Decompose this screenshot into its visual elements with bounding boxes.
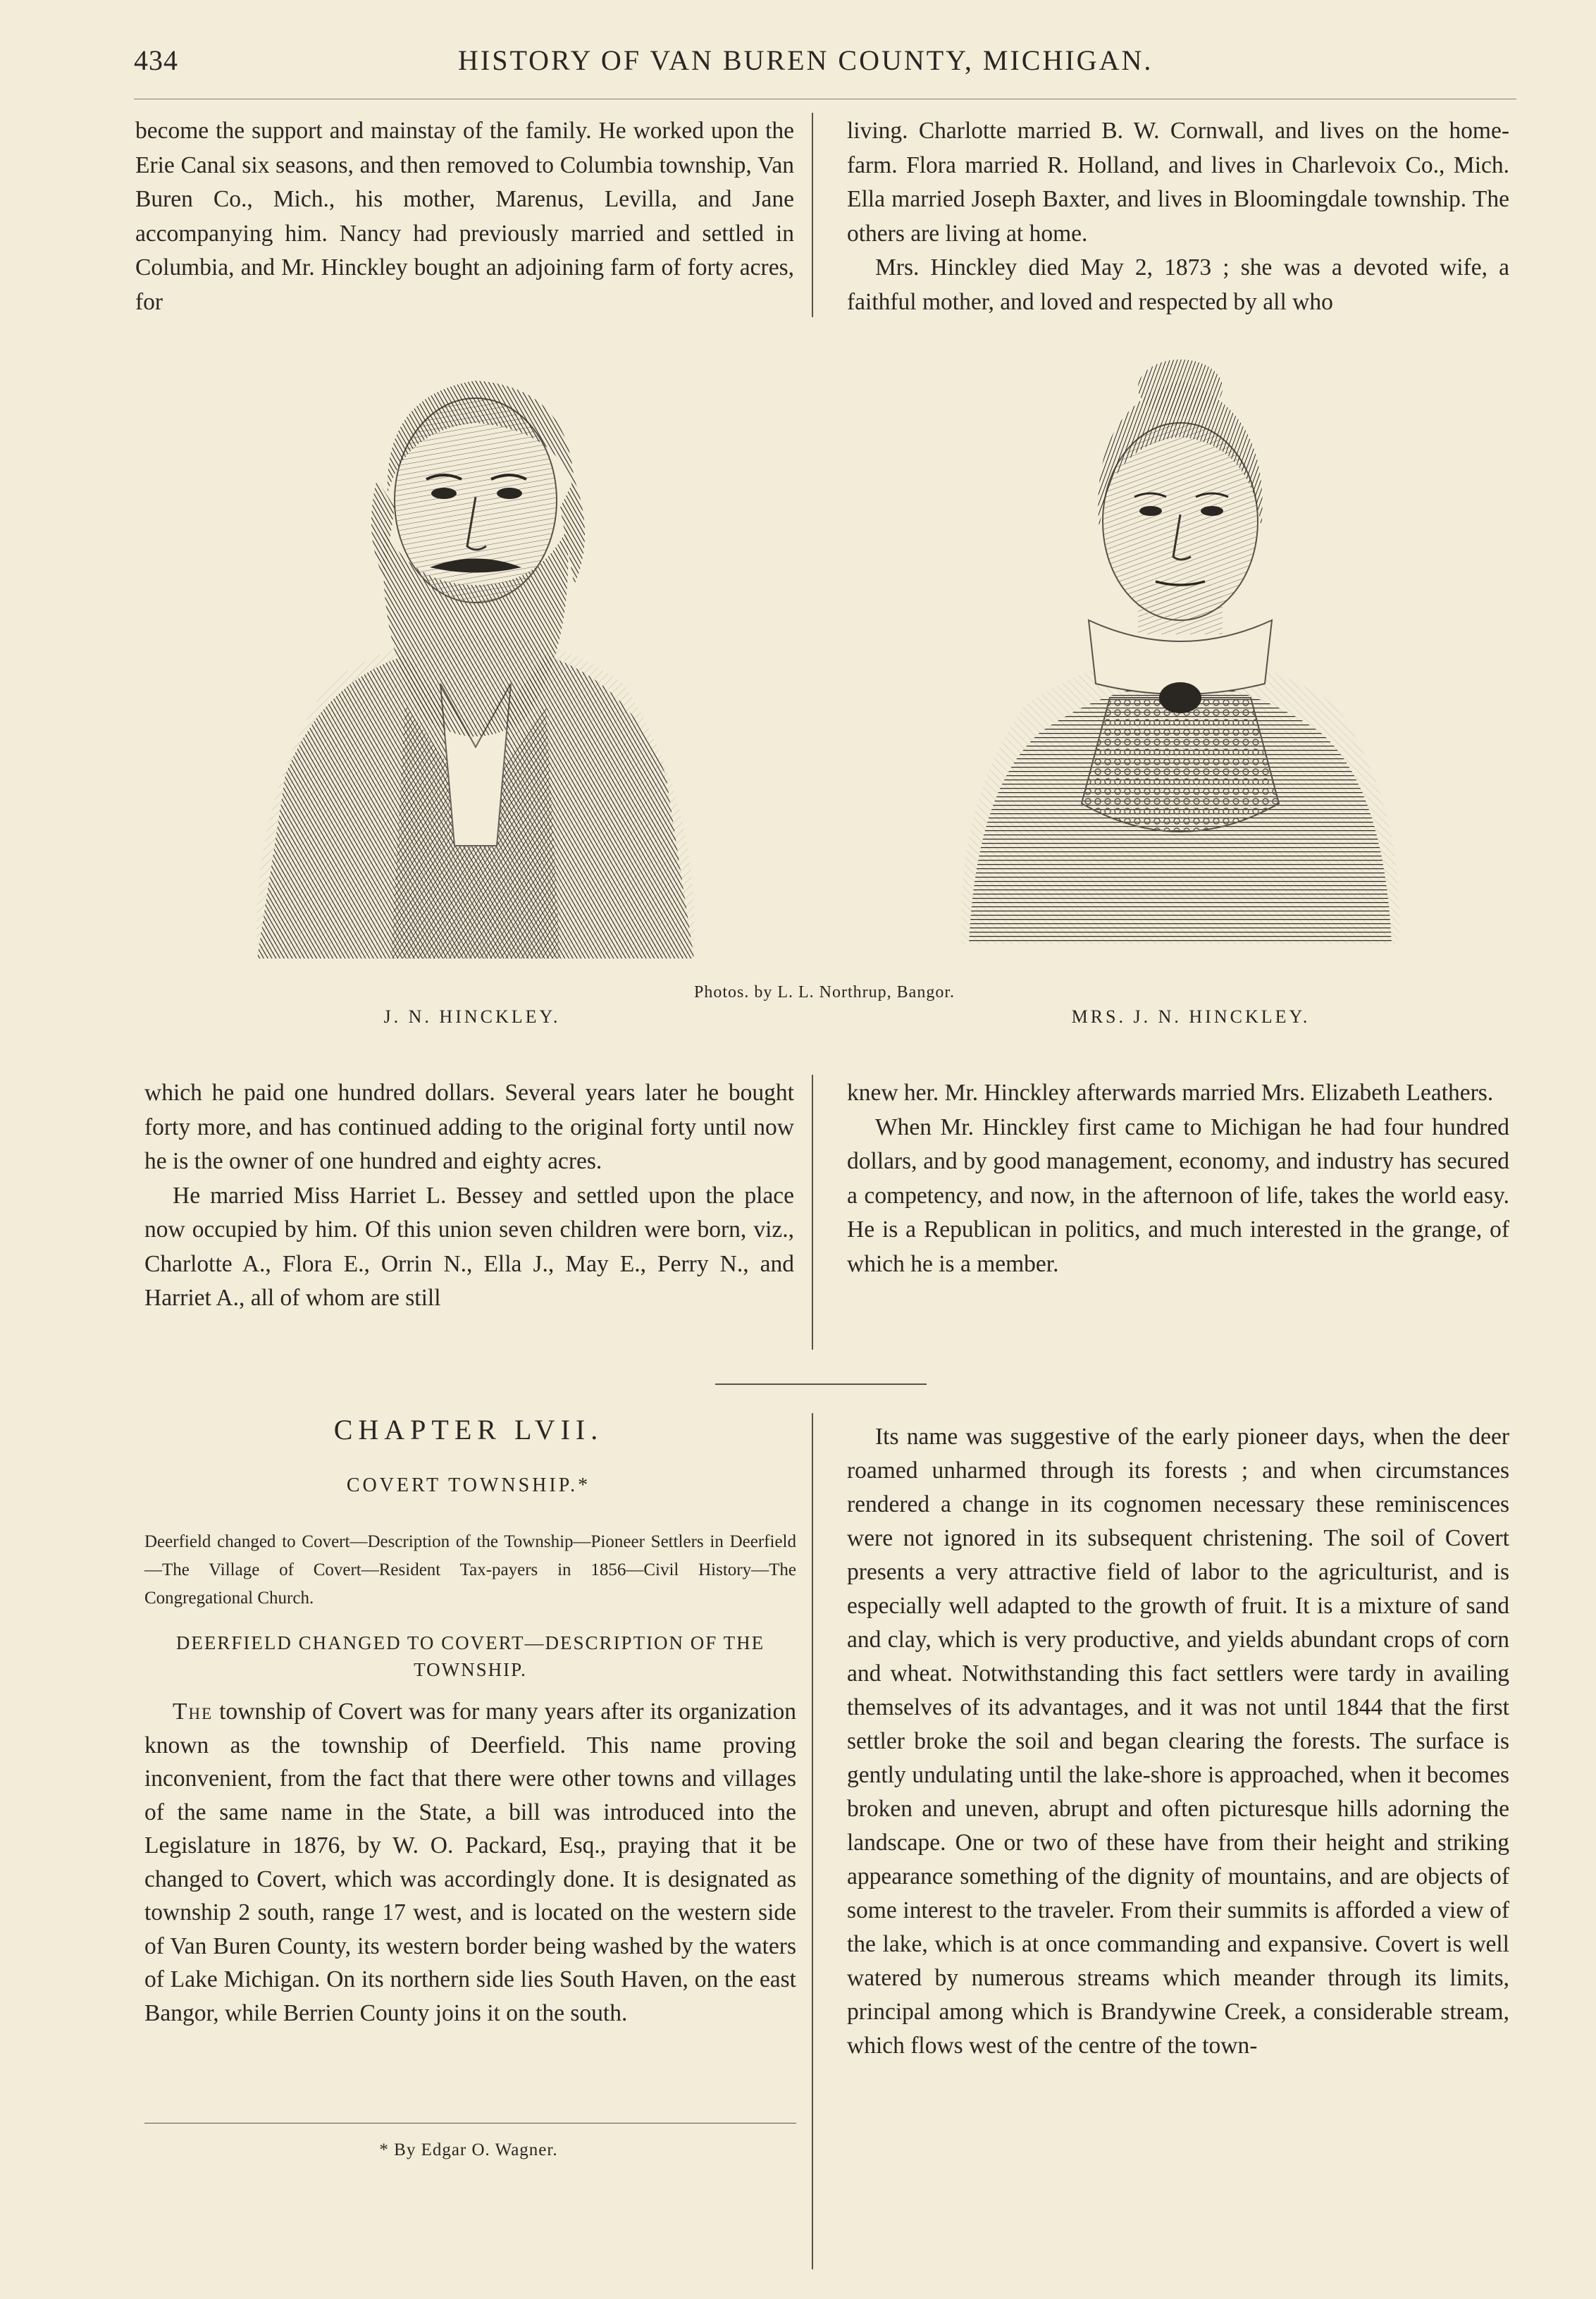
paragraph: When Mr. Hinckley first came to Michigan he had four hundred dollars, and by good management, economy, and industry has secured a competency, and now, in the afternoon of life, takes the world easy. He is a Republican in politics, and much interested in the grange, of which he is a member. <box>847 1114 1509 1277</box>
chapter-synopsis: Deerfield changed to Covert—Description of the Township—Pioneer Settlers in Deerfield—The Village of Covert—Resident Tax-payers in 1856—Civil History—The Congregational Church. <box>144 1532 796 1608</box>
photo-credit: Photos. by L. L. Northrup, Bangor. <box>694 983 955 1001</box>
paragraph: living. Charlotte married B. W. Cornwall, and lives on the home-farm. Flora married R. Holland, and lives in Charlevoix Co., Mich. Ella married Joseph Baxter, and lives in Bloomingdale township. The others are living at home. <box>847 118 1509 247</box>
chapter-separator-rule <box>715 1383 927 1385</box>
portrait-caption-right: MRS. J. N. HINCKLEY. <box>1071 1006 1311 1027</box>
column-divider <box>812 1413 813 2269</box>
paragraph: Mrs. Hinckley died May 2, 1873 ; she was a devoted wife, a faithful mother, and loved and respected by all who <box>847 254 1509 315</box>
column-divider <box>812 113 813 317</box>
chapter-title: CHAPTER LVII. <box>333 1414 604 1446</box>
section-subheading: DEERFIELD CHANGED TO COVERT—DESCRIPTION OF THE TOWNSHIP. <box>175 1632 765 1680</box>
lead-word: The <box>173 1699 214 1725</box>
portrait-caption-left: J. N. HINCKLEY. <box>383 1006 561 1027</box>
running-head: HISTORY OF VAN BUREN COUNTY, MICHIGAN. <box>458 44 1153 76</box>
paragraph: knew her. Mr. Hinckley afterwards married Mrs. Elizabeth Leathers. <box>847 1080 1494 1106</box>
paragraph: which he paid one hundred dollars. Several years later he bought forty more, and has continued adding to the original forty until now he is the owner of one hundred and eighty acres. <box>144 1080 794 1174</box>
page-number: 434 <box>134 44 178 76</box>
footnote-rule <box>144 2123 796 2124</box>
page-header <box>134 37 1473 86</box>
top-right-column <box>847 114 1509 319</box>
footnote: * By Edgar O. Wagner. <box>379 2140 558 2159</box>
chapter-right-column <box>847 1420 1509 2063</box>
middle-left-column <box>144 1076 794 1316</box>
paragraph: He married Miss Harriet L. Bessey and settled upon the place now occupied by him. Of this union seven children were born, viz., Charlotte A., Flora E., Orrin N., Ella J., May E., Perry N., and Harriet A., all of whom are still <box>144 1182 794 1311</box>
paragraph: township of Covert was for many years after its organization known as the township of Deerfield. This name proving inconvenient, from the fact that there were other towns and villages of the same name in the State, a bill was introduced into the Legislature in 1876, by W. O. Packard, Esq., praying that it be changed to Covert, which was accordingly done. It is designated as township 2 south, range 17 west, and is located on the western side of Van Buren County, its western border being washed by the waters of Lake Michigan. On its northern side lies South Haven, on the east Bangor, while Berrien County joins it on the south. <box>144 1699 796 2026</box>
paragraph: Its name was suggestive of the early pioneer days, when the deer roamed unharmed through its forests ; and when circumstances rendered a change in its cognomen necessary these reminiscences were not ignored in its subsequent christening. The soil of Covert presents a very attractive field of labor to the agriculturist, and is especially well adapted to the growth of fruit. It is a mixture of sand and clay, which is very productive, and yields abundant crops of corn and wheat. Notwithstanding this fact settlers were tardy in availing themselves of its advantages, and it was not until 1844 that the first settler broke the soil and began clearing the forests. The surface is gently undulating until the lake-shore is approached, when it becomes broken and uneven, abrupt and often picturesque hills adorning the landscape. One or two of these have from their height and striking appearance something of the dignity of mountains, and are objects of some interest to the traveler. From their summits is afforded a view of the lake, which is at once commanding and expansive. Covert is well watered by numerous streams which meander through its limits, principal among which is Brandywine Creek, a considerable stream, which flows west of the centre of the town- <box>847 1424 1509 2059</box>
portrait-j-n-hinckley <box>243 352 708 959</box>
chapter-left-column <box>144 1695 796 2030</box>
column-divider <box>812 1075 813 1350</box>
top-left-column <box>135 114 794 319</box>
portrait-mrs-j-n-hinckley <box>955 352 1406 944</box>
paragraph: become the support and mainstay of the family. He worked upon the Erie Canal six seasons, and then removed to Columbia township, Van Buren Co., Mich., his mother, Marenus, Levilla, and Jane accompanying him. Nancy had previously married and settled in Columbia, and Mr. Hinckley bought an adjoining farm of forty acres, for <box>135 118 794 315</box>
section-title: COVERT TOWNSHIP.* <box>346 1474 591 1496</box>
middle-right-column <box>847 1076 1509 1281</box>
